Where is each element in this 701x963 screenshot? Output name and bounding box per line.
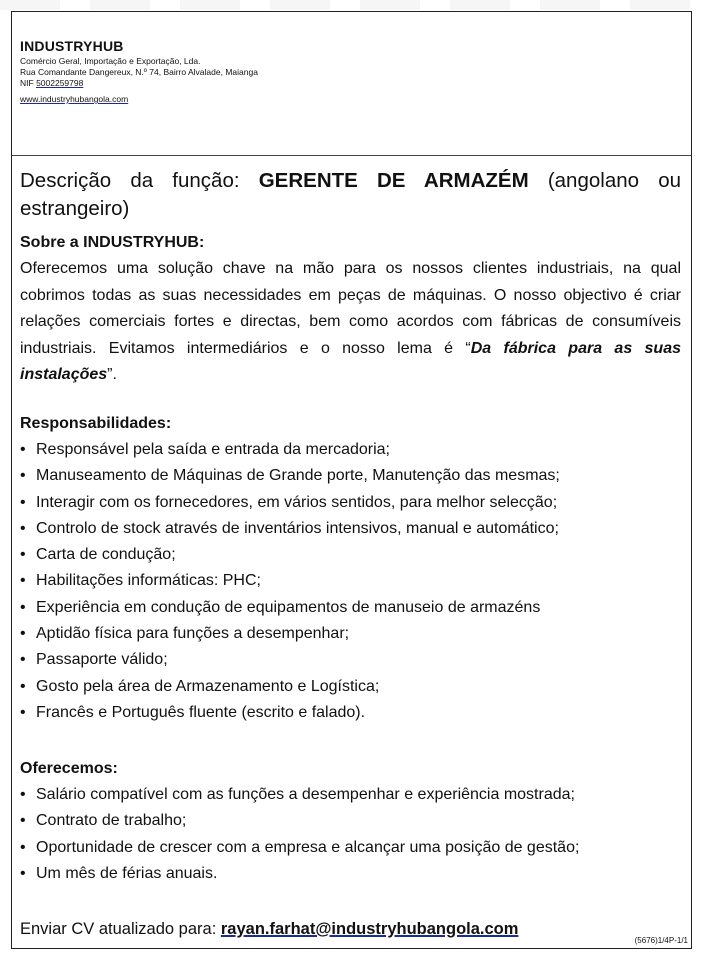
about-closing: ”. [107, 366, 117, 383]
list-item: • Habilitações informáticas: PHC; [20, 568, 681, 594]
offers-section [20, 756, 681, 887]
about-heading: Sobre a INDUSTRYHUB: [20, 234, 205, 251]
nif-label: NIF [20, 78, 37, 88]
offers-list [20, 782, 681, 887]
ad-frame [11, 11, 692, 949]
about-section [20, 230, 681, 389]
list-item: • Salário compatível com as funções a desempenhar e experiência mostrada; [20, 782, 681, 808]
nif-value: 5002259798 [36, 78, 84, 88]
list-item: • Controlo de stock através de inventários intensivos, manual e automático; [20, 516, 681, 542]
company-address: Rua Comandante Dangereux, N.º 74, Bairro Alvalade, Maianga [20, 67, 258, 77]
responsibilities-section [20, 411, 681, 726]
about-text: Oferecemos uma solução chave na mão para os nossos clientes industriais, na qual cobrimos todas as suas necessidades em peças de máquinas. O nosso objectivo é criar relações comerciais fortes e directas, bem como acordos com fábricas de consumíveis industriais. Evitamos intermediários e o nosso lema é “ [20, 260, 681, 357]
list-item: • Passaporte válido; [20, 647, 681, 673]
ad-reference-code: (5676)1/4P-1/1 [634, 936, 688, 945]
list-item: • Um mês de férias anuais. [20, 861, 681, 887]
background-ghost-text [0, 0, 701, 10]
list-item: • Aptidão física para funções a desempenhar; [20, 621, 681, 647]
list-item: • Experiência em condução de equipamentos de manuseio de armazéns [20, 595, 681, 621]
contact-email-link[interactable]: rayan.farhat@industryhubangola.com [220, 920, 519, 938]
list-item: • Francês e Português fluente (escrito e falado). [20, 700, 681, 726]
company-header [20, 38, 681, 107]
apply-label: Enviar CV atualizado para: [20, 920, 221, 938]
list-item: • Oportunidade de crescer com a empresa e alcançar uma posição de gestão; [20, 835, 681, 861]
list-item: • Gosto pela área de Armazenamento e Logística; [20, 674, 681, 700]
job-title-role: GERENTE DE ARMAZÉM [258, 169, 529, 192]
apply-instructions [20, 918, 518, 940]
list-item: • Contrato de trabalho; [20, 808, 681, 834]
header-divider [12, 155, 691, 156]
job-title [20, 167, 681, 223]
offers-heading: Oferecemos: [20, 760, 118, 777]
company-legal-name: Comércio Geral, Importação e Exportação, Lda. [20, 56, 201, 66]
ad-content [20, 38, 682, 938]
list-item: • Interagir com os fornecedores, em vários sentidos, para melhor selecção; [20, 490, 681, 516]
list-item: • Manuseamento de Máquinas de Grande porte, Manutenção das mesmas; [20, 463, 681, 489]
job-title-suffix: (angolano ou estrangeiro) [20, 169, 681, 220]
responsibilities-list [20, 437, 681, 726]
list-item: • Carta de condução; [20, 542, 681, 568]
company-website-link[interactable]: www.industryhubangola.com [20, 94, 129, 104]
company-name: INDUSTRYHUB [20, 38, 124, 54]
list-item: • Responsável pela saída e entrada da mercadoria; [20, 437, 681, 463]
company-nif [20, 78, 681, 89]
responsibilities-heading: Responsabilidades: [20, 415, 172, 432]
about-paragraph [20, 256, 681, 389]
job-title-prefix: Descrição da função: [20, 169, 259, 192]
company-motto: Da fábrica para as suas instalações [20, 339, 682, 383]
